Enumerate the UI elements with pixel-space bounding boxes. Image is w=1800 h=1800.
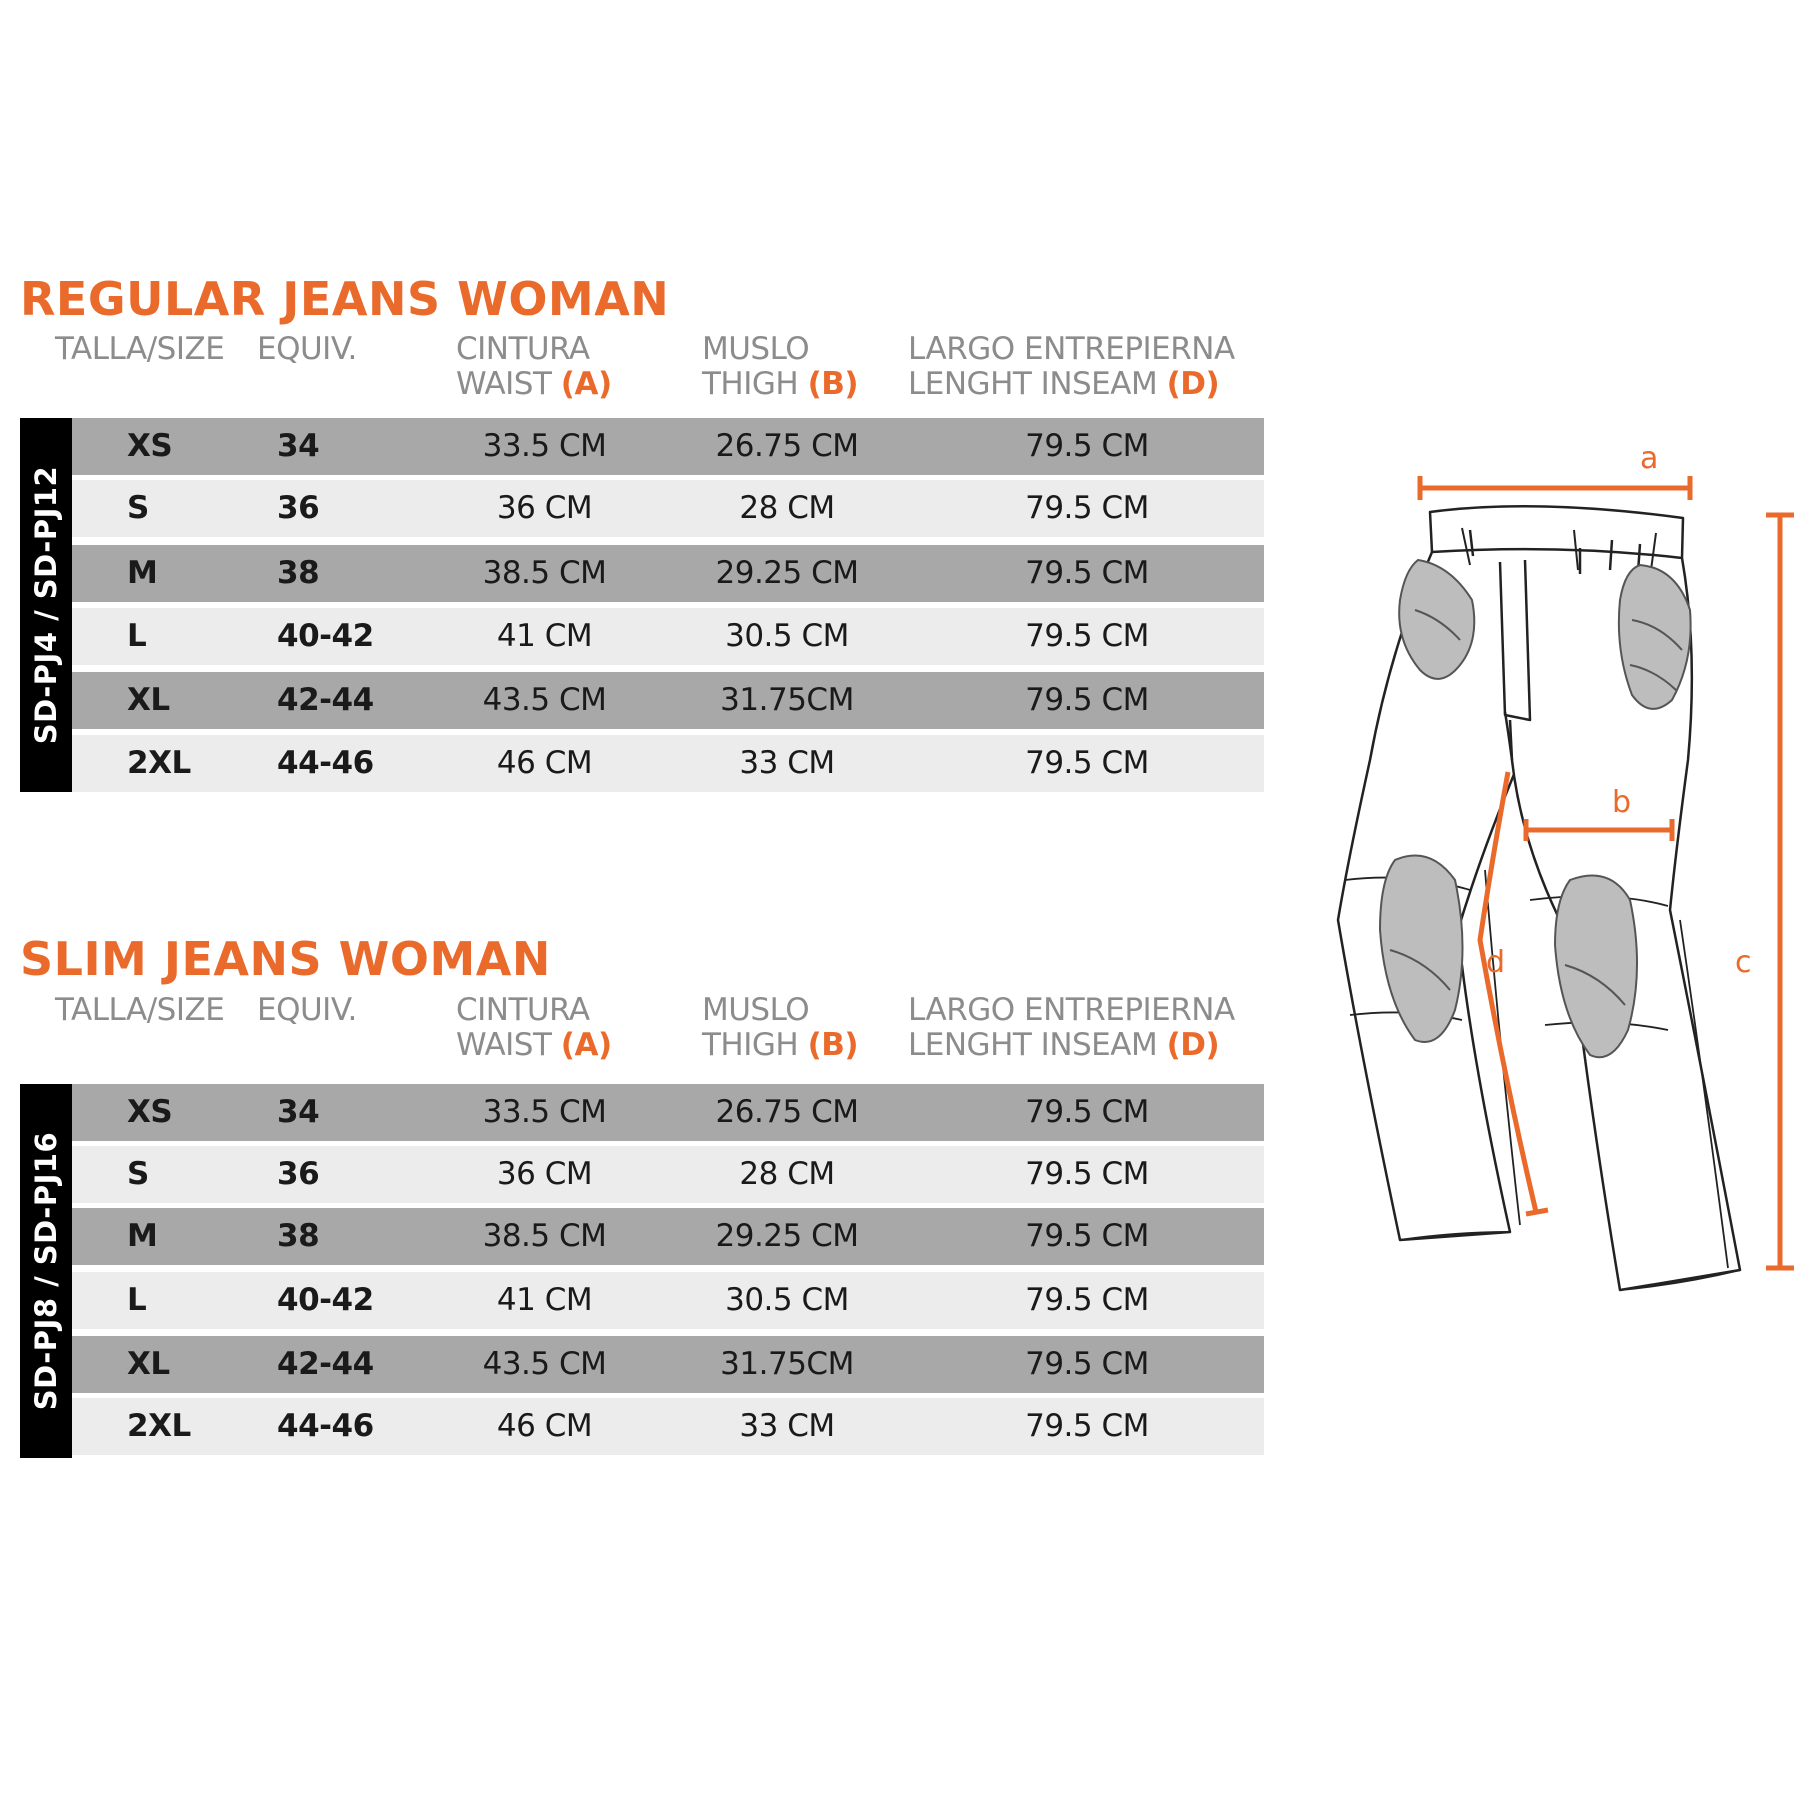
header-waist-line1: CINTURA <box>456 331 590 367</box>
equiv-cell: 40-42 <box>277 1282 374 1318</box>
table-row <box>72 1084 1264 1141</box>
header-waist <box>456 332 612 402</box>
table-row <box>72 1272 1264 1329</box>
header-equiv: EQUIV. <box>257 331 357 367</box>
pants-measurement-diagram <box>1310 420 1800 1340</box>
regular-table-title: REGULAR JEANS WOMAN <box>20 272 670 326</box>
header-inseam-line2: LENGHT INSEAM (D) <box>908 1027 1220 1063</box>
header-equiv: EQUIV. <box>257 992 357 1028</box>
table-row <box>72 418 1264 475</box>
thigh-cell: 33 CM <box>739 1408 835 1444</box>
header-inseam-line2: LENGHT INSEAM (D) <box>908 366 1220 402</box>
slim-model-code-bar <box>20 1084 72 1458</box>
header-waist <box>456 993 612 1063</box>
waist-cell: 41 CM <box>496 618 593 654</box>
header-inseam-line1: LARGO ENTREPIERNA <box>908 331 1235 367</box>
waist-cell: 46 CM <box>496 745 593 781</box>
header-thigh <box>702 332 858 402</box>
table-row <box>72 1398 1264 1455</box>
thigh-cell: 31.75CM <box>720 1346 854 1382</box>
waist-cell: 36 CM <box>496 490 593 526</box>
equiv-cell: 34 <box>277 428 320 464</box>
header-waist-letter: (A) <box>560 1027 612 1063</box>
table-row <box>72 545 1264 602</box>
waist-cell: 38.5 CM <box>482 555 607 591</box>
inseam-cell: 79.5 CM <box>1025 490 1149 526</box>
inseam-cell: 79.5 CM <box>1025 1408 1149 1444</box>
thigh-cell: 30.5 CM <box>725 618 849 654</box>
header-thigh <box>702 993 858 1063</box>
header-thigh-line2: THIGH (B) <box>702 366 859 402</box>
slim-table-title: SLIM JEANS WOMAN <box>20 932 551 986</box>
thigh-cell: 26.75 CM <box>715 428 859 464</box>
label-d: d <box>1486 945 1506 980</box>
waist-cell: 43.5 CM <box>482 682 607 718</box>
inseam-cell: 79.5 CM <box>1025 682 1149 718</box>
inseam-cell: 79.5 CM <box>1025 745 1149 781</box>
size-cell: M <box>127 555 158 591</box>
inseam-cell: 79.5 CM <box>1025 1156 1149 1192</box>
table-row <box>72 608 1264 665</box>
header-waist-line2: WAIST (A) <box>456 366 612 402</box>
equiv-cell: 36 <box>277 490 320 526</box>
thigh-cell: 28 CM <box>739 1156 835 1192</box>
size-cell: XS <box>127 428 173 464</box>
thigh-cell: 29.25 CM <box>715 555 859 591</box>
inseam-cell: 79.5 CM <box>1025 428 1149 464</box>
table-row <box>72 480 1264 537</box>
equiv-cell: 44-46 <box>277 745 374 781</box>
waist-cell: 43.5 CM <box>482 1346 607 1382</box>
waist-cell: 33.5 CM <box>482 1094 607 1130</box>
inseam-cell: 79.5 CM <box>1025 618 1149 654</box>
inseam-cell: 79.5 CM <box>1025 1218 1149 1254</box>
waist-cell: 36 CM <box>496 1156 593 1192</box>
label-b: b <box>1612 785 1632 820</box>
header-waist-letter: (A) <box>560 366 612 402</box>
regular-model-code-bar <box>20 418 72 792</box>
equiv-cell: 38 <box>277 555 320 591</box>
equiv-cell: 34 <box>277 1094 320 1130</box>
equiv-cell: 40-42 <box>277 618 374 654</box>
thigh-cell: 28 CM <box>739 490 835 526</box>
size-cell: 2XL <box>127 1408 191 1444</box>
header-size: TALLA/SIZE <box>55 992 225 1028</box>
size-cell: L <box>127 618 147 654</box>
header-thigh-line1: MUSLO <box>702 331 810 367</box>
size-cell: XL <box>127 682 170 718</box>
table-row <box>72 1208 1264 1265</box>
equiv-cell: 42-44 <box>277 1346 374 1382</box>
knee-pads <box>1380 856 1637 1058</box>
header-thigh-line1: MUSLO <box>702 992 810 1028</box>
inseam-cell: 79.5 CM <box>1025 1282 1149 1318</box>
inseam-cell: 79.5 CM <box>1025 1346 1149 1382</box>
waist-cell: 38.5 CM <box>482 1218 607 1254</box>
thigh-cell: 29.25 CM <box>715 1218 859 1254</box>
header-inseam <box>908 993 1235 1063</box>
equiv-cell: 38 <box>277 1218 320 1254</box>
waist-cell: 46 CM <box>496 1408 593 1444</box>
header-thigh-letter: (B) <box>807 1027 859 1063</box>
size-cell: XL <box>127 1346 170 1382</box>
table-row <box>72 672 1264 729</box>
header-thigh-letter: (B) <box>807 366 859 402</box>
thigh-cell: 26.75 CM <box>715 1094 859 1130</box>
header-inseam-line1: LARGO ENTREPIERNA <box>908 992 1235 1028</box>
waist-cell: 41 CM <box>496 1282 593 1318</box>
header-inseam <box>908 332 1235 402</box>
size-cell: L <box>127 1282 147 1318</box>
header-inseam-letter: (D) <box>1166 1027 1220 1063</box>
label-c: c <box>1735 945 1752 980</box>
thigh-cell: 30.5 CM <box>725 1282 849 1318</box>
equiv-cell: 44-46 <box>277 1408 374 1444</box>
waist-cell: 33.5 CM <box>482 428 607 464</box>
table-row <box>72 1336 1264 1393</box>
header-waist-line1: CINTURA <box>456 992 590 1028</box>
size-cell: XS <box>127 1094 173 1130</box>
table-row <box>72 1146 1264 1203</box>
equiv-cell: 36 <box>277 1156 320 1192</box>
label-a: a <box>1640 441 1659 476</box>
slim-model-code: SD-PJ8 / SD-PJ16 <box>29 1131 63 1411</box>
thigh-cell: 33 CM <box>739 745 835 781</box>
size-cell: S <box>127 490 149 526</box>
inseam-cell: 79.5 CM <box>1025 555 1149 591</box>
equiv-cell: 42-44 <box>277 682 374 718</box>
thigh-cell: 31.75CM <box>720 682 854 718</box>
header-thigh-line2: THIGH (B) <box>702 1027 859 1063</box>
header-waist-line2: WAIST (A) <box>456 1027 612 1063</box>
inseam-cell: 79.5 CM <box>1025 1094 1149 1130</box>
table-row <box>72 735 1264 792</box>
header-size: TALLA/SIZE <box>55 331 225 367</box>
header-inseam-letter: (D) <box>1166 366 1220 402</box>
size-cell: 2XL <box>127 745 191 781</box>
size-cell: M <box>127 1218 158 1254</box>
regular-model-code: SD-PJ4 / SD-PJ12 <box>29 465 63 745</box>
size-cell: S <box>127 1156 149 1192</box>
